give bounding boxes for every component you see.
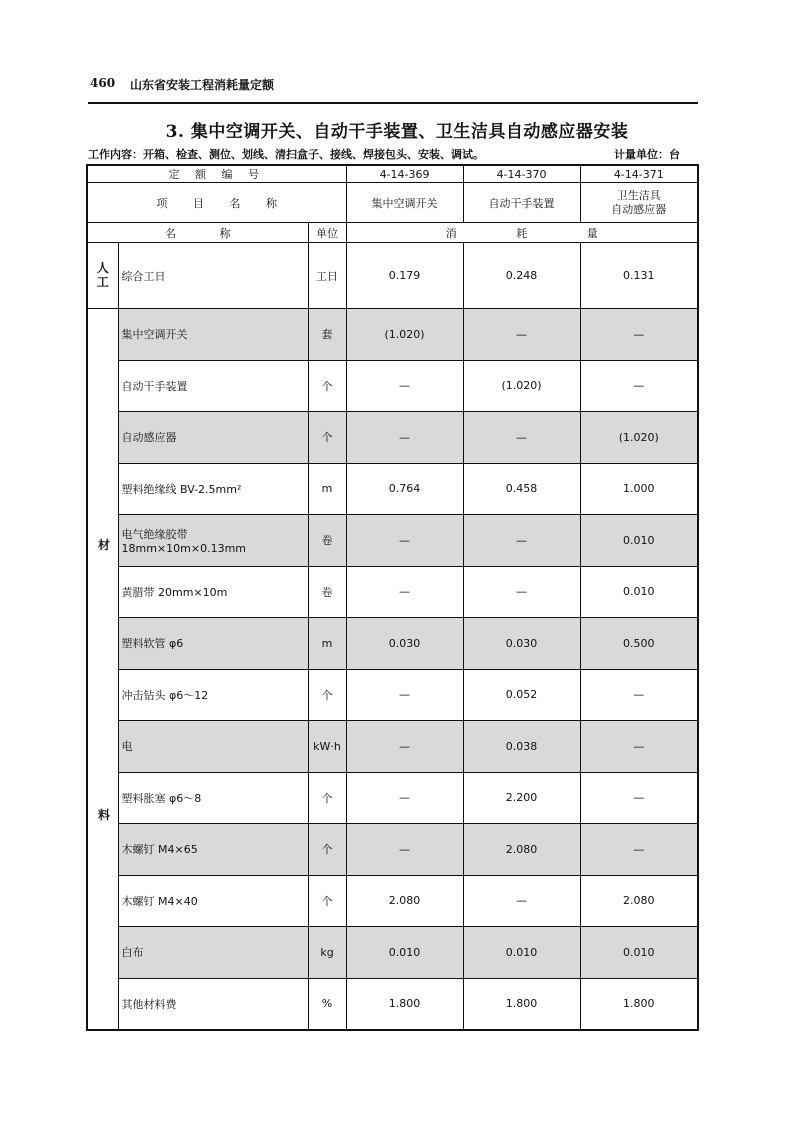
row-unit: 卷 bbox=[308, 566, 346, 618]
material-row bbox=[87, 412, 698, 464]
row-name: 黄腊带 20mm×10m bbox=[118, 566, 308, 618]
row-unit: 个 bbox=[308, 360, 346, 412]
row-value: — bbox=[463, 515, 580, 567]
row-value: 0.764 bbox=[346, 463, 463, 515]
material-row bbox=[87, 566, 698, 618]
row-value: 1.800 bbox=[580, 978, 698, 1030]
item-name-label: 项 目 名 称 bbox=[87, 183, 346, 223]
column-header-row bbox=[87, 223, 698, 243]
row-value: — bbox=[463, 875, 580, 927]
row-value: 2.080 bbox=[346, 875, 463, 927]
row-value: — bbox=[346, 824, 463, 876]
name-header: 名 称 bbox=[87, 223, 308, 243]
row-value: — bbox=[346, 721, 463, 773]
row-value: — bbox=[346, 412, 463, 464]
work-content: 工作内容：开箱、检查、测位、划线、清扫盒子、接线、焊接包头、安装、调试。 bbox=[88, 148, 484, 161]
measure-unit: 计量单位：台 bbox=[614, 148, 680, 161]
row-value: (1.020) bbox=[346, 309, 463, 361]
row-value: — bbox=[580, 824, 698, 876]
item-name: 自动干手装置 bbox=[463, 183, 580, 223]
row-value: — bbox=[346, 669, 463, 721]
row-value: — bbox=[346, 515, 463, 567]
row-value: 0.248 bbox=[463, 243, 580, 309]
item-name-row bbox=[87, 183, 698, 223]
running-header bbox=[88, 74, 698, 104]
row-value: 0.131 bbox=[580, 243, 698, 309]
row-value: 0.030 bbox=[346, 618, 463, 670]
row-value: 0.010 bbox=[463, 927, 580, 979]
material-row bbox=[87, 669, 698, 721]
row-unit: 个 bbox=[308, 772, 346, 824]
material-row bbox=[87, 721, 698, 773]
row-unit: kg bbox=[308, 927, 346, 979]
material-row bbox=[87, 875, 698, 927]
consumption-header: 消 耗 量 bbox=[346, 223, 698, 243]
unit-header: 单位 bbox=[308, 223, 346, 243]
row-name: 塑料软管 φ6 bbox=[118, 618, 308, 670]
row-name: 其他材料费 bbox=[118, 978, 308, 1030]
row-name: 白布 bbox=[118, 927, 308, 979]
row-unit: m bbox=[308, 618, 346, 670]
row-value: (1.020) bbox=[580, 412, 698, 464]
row-name: 综合工日 bbox=[118, 243, 308, 309]
row-value: 0.010 bbox=[346, 927, 463, 979]
labor-category bbox=[87, 243, 118, 309]
row-unit: 工日 bbox=[308, 243, 346, 309]
material-row bbox=[87, 515, 698, 567]
row-value: 0.038 bbox=[463, 721, 580, 773]
row-value: 0.179 bbox=[346, 243, 463, 309]
row-name: 集中空调开关 bbox=[118, 309, 308, 361]
quota-code: 4-14-369 bbox=[346, 165, 463, 183]
page-number: 460 bbox=[90, 76, 116, 90]
material-row bbox=[87, 463, 698, 515]
row-value: 0.010 bbox=[580, 515, 698, 567]
row-name: 电气绝缘胶带 18mm×10m×0.13mm bbox=[118, 515, 308, 567]
material-category-bottom: 料 bbox=[98, 808, 111, 822]
quota-code: 4-14-370 bbox=[463, 165, 580, 183]
row-value: 0.010 bbox=[580, 566, 698, 618]
row-unit: % bbox=[308, 978, 346, 1030]
row-value: 2.080 bbox=[463, 824, 580, 876]
quota-table bbox=[86, 164, 699, 1031]
row-unit: m bbox=[308, 463, 346, 515]
row-value: (1.020) bbox=[463, 360, 580, 412]
row-value: — bbox=[580, 772, 698, 824]
row-value: 1.800 bbox=[346, 978, 463, 1030]
row-value: 1.000 bbox=[580, 463, 698, 515]
material-row bbox=[87, 824, 698, 876]
material-row bbox=[87, 618, 698, 670]
material-row bbox=[87, 927, 698, 979]
row-value: — bbox=[346, 566, 463, 618]
item-name: 卫生洁具 自动感应器 bbox=[580, 183, 698, 223]
row-value: 2.200 bbox=[463, 772, 580, 824]
work-content-line bbox=[88, 146, 698, 164]
row-value: 0.030 bbox=[463, 618, 580, 670]
row-name: 塑料胀塞 φ6～8 bbox=[118, 772, 308, 824]
row-value: 0.500 bbox=[580, 618, 698, 670]
row-name: 木螺钉 M4×40 bbox=[118, 875, 308, 927]
row-unit: 个 bbox=[308, 412, 346, 464]
quota-code: 4-14-371 bbox=[580, 165, 698, 183]
quota-code-label: 定 额 编 号 bbox=[87, 165, 346, 183]
material-category bbox=[87, 309, 118, 1030]
row-value: — bbox=[463, 566, 580, 618]
row-value: 0.010 bbox=[580, 927, 698, 979]
row-value: — bbox=[580, 721, 698, 773]
row-value: 0.458 bbox=[463, 463, 580, 515]
row-value: — bbox=[463, 412, 580, 464]
section-title: 3. 集中空调开关、自动干手装置、卫生洁具自动感应器安装 bbox=[165, 122, 629, 142]
row-unit: kW·h bbox=[308, 721, 346, 773]
row-name: 电 bbox=[118, 721, 308, 773]
row-value: — bbox=[580, 360, 698, 412]
row-value: — bbox=[580, 309, 698, 361]
row-value: 1.800 bbox=[463, 978, 580, 1030]
row-name: 冲击钻头 φ6～12 bbox=[118, 669, 308, 721]
item-name: 集中空调开关 bbox=[346, 183, 463, 223]
row-unit: 套 bbox=[308, 309, 346, 361]
quota-code-row bbox=[87, 165, 698, 183]
row-unit: 卷 bbox=[308, 515, 346, 567]
row-unit: 个 bbox=[308, 669, 346, 721]
book-title: 山东省安装工程消耗量定额 bbox=[130, 78, 275, 92]
row-name: 塑料绝缘线 BV-2.5mm² bbox=[118, 463, 308, 515]
row-unit: 个 bbox=[308, 824, 346, 876]
labor-category-label: 人工 bbox=[96, 261, 109, 289]
row-value: 2.080 bbox=[580, 875, 698, 927]
row-unit: 个 bbox=[308, 875, 346, 927]
row-value: 0.052 bbox=[463, 669, 580, 721]
material-row bbox=[87, 978, 698, 1030]
material-row bbox=[87, 772, 698, 824]
material-row bbox=[87, 309, 698, 361]
row-name: 木螺钉 M4×65 bbox=[118, 824, 308, 876]
row-name: 自动干手装置 bbox=[118, 360, 308, 412]
material-row bbox=[87, 360, 698, 412]
row-value: — bbox=[580, 669, 698, 721]
material-category-top: 材 bbox=[98, 538, 111, 552]
row-value: — bbox=[346, 772, 463, 824]
labor-row bbox=[87, 243, 698, 309]
row-value: — bbox=[346, 360, 463, 412]
row-value: — bbox=[463, 309, 580, 361]
row-name: 自动感应器 bbox=[118, 412, 308, 464]
